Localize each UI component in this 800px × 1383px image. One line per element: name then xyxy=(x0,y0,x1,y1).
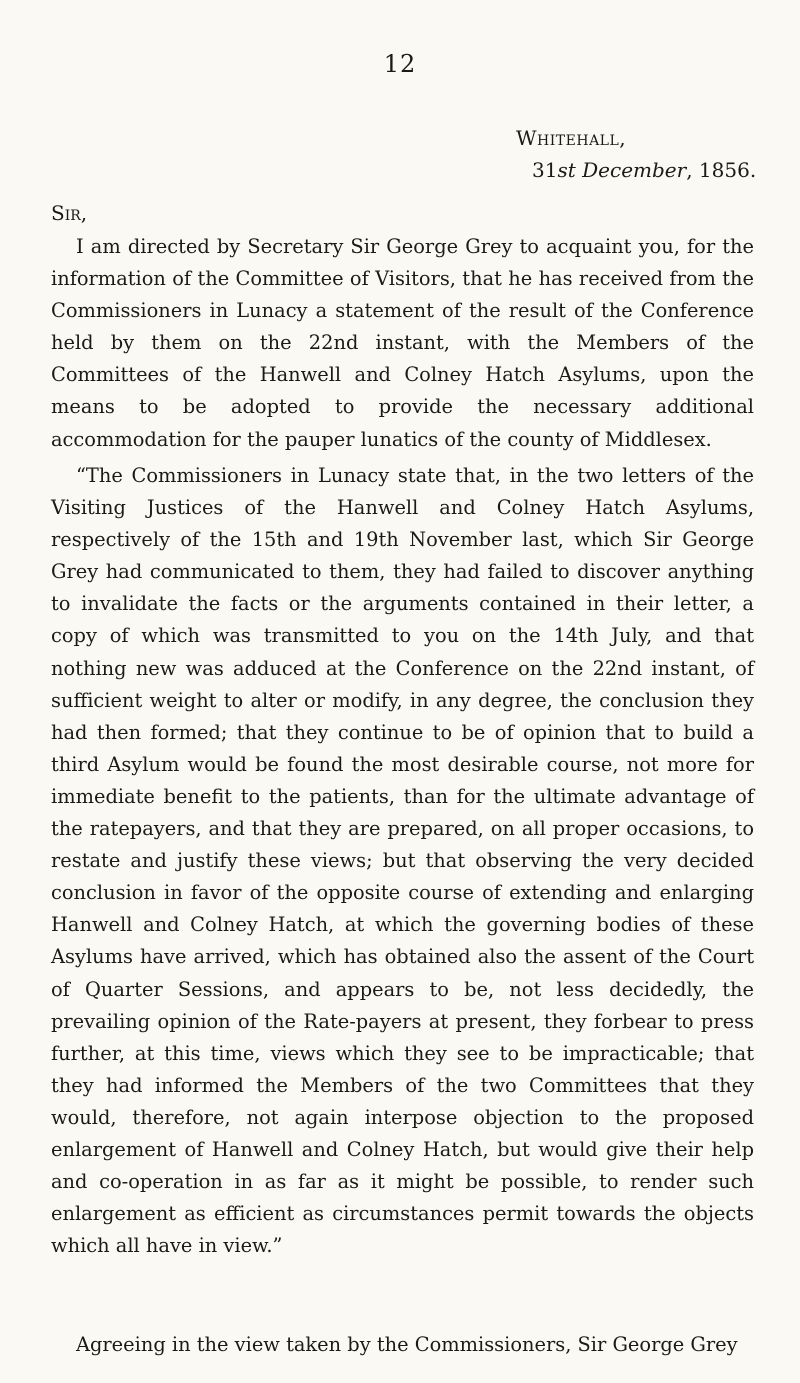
page-number: 12 xyxy=(383,50,417,78)
date-day: 31 xyxy=(532,158,558,182)
date-year: , 1856. xyxy=(686,158,757,182)
paragraph-1: I am directed by Secretary Sir George Grey to acquaint you, for the information of the Committee of Visitors, that he has received from the Commissioners in Lunacy a statement of the result of the Conference held by them on the 22nd instant, with the Members of the Committees of the Hanwell and Colney Hatch Asylums, upon the means to be adopted to provide the necessary additional accommodation for the pauper lunatics of the county of Middlesex. xyxy=(51,235,754,451)
paragraph-3: Agreeing in the view taken by the Commissioners, Sir George Grey xyxy=(76,1333,738,1356)
salutation: Sir, xyxy=(51,201,88,225)
paragraph-2: “The Commissioners in Lunacy state that, in the two letters of the Visiting Justices of the Hanwell and Colney Hatch Asylums, respectively of the 15th and 19th November last, which Sir George Grey had communicated to them, they had failed to discover anything to invalidate the facts or the arguments contained in their letter, a copy of which was transmitted to you on the 14th July, and that nothing new was adduced at the Conference on the 22nd instant, of sufficient weight to alter or modify, in any degree, the conclusion they had then formed; that they continue to be of opinion that to build a third Asylum would be found the most desirable course, not more for immediate benefit to the patients, than for the ultimate advantage of the ratepayers, and that they are prepared, on all proper occasions, to restate and justify these views; but that observing the very decided conclusion in favor of the opposite course of extending and enlarging Hanwell and Colney Hatch, at which the governing bodies of these Asylums have arrived, which has obtained also the assent of the Court of Quarter Sessions, and appears to be, not less decidedly, the prevailing opinion of the Rate-payers at present, they forbear to press further, at this time, views which they see to be impracticable; that they had informed the Members of the two Committees that they would, therefore, not again interpose objection to the proposed enlargement of Hanwell and Colney Hatch, but would give their help and co-operation in as far as it might be possible, to render such enlargement as efficient as circumstances permit towards the objects which all have in view.” xyxy=(51,464,754,1258)
date-day-suffix: st xyxy=(557,158,576,182)
letter-place: Whitehall, xyxy=(516,126,627,150)
letter-date xyxy=(532,158,756,182)
date-month: December xyxy=(575,158,687,182)
